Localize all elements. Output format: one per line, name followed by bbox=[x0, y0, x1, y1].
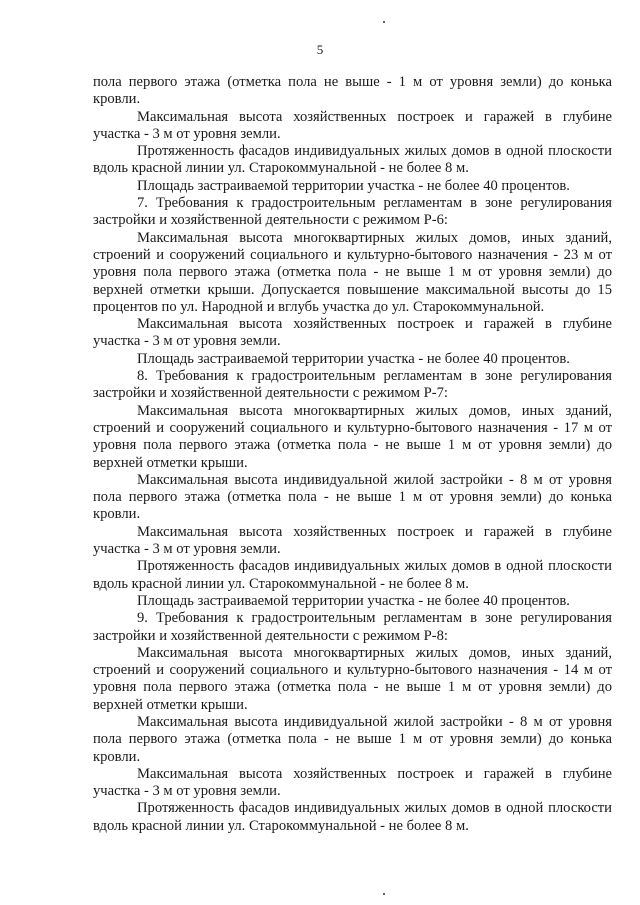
scan-speck bbox=[383, 21, 385, 23]
paragraph: пола первого этажа (отметка пола не выше - 1 м от уровня земли) до конька кровли. bbox=[93, 74, 612, 108]
scan-speck bbox=[383, 893, 385, 895]
paragraph: Максимальная высота хозяйственных построек и гаражей в глубине участка - 3 м от уровня земли. bbox=[93, 523, 612, 558]
section-heading-paragraph: 8. Требования к градостроительным регламентам в зоне регулирования застройки и хозяйственной деятельности с режимом Р-7: bbox=[93, 368, 612, 402]
paragraph: Максимальная высота многоквартирных жилых домов, иных зданий, строений и сооружений социального и культурно-бытового назначения - 14 м от уровня пола первого этажа (отметка пола - не выше 1 м от уровня земли) до верхней отметки крыши. bbox=[93, 644, 612, 713]
paragraph: Площадь застраиваемой территории участка - не более 40 процентов. bbox=[137, 592, 570, 609]
paragraph: Площадь застраиваемой территории участка - не более 40 процентов. bbox=[137, 350, 570, 367]
paragraph: Максимальная высота индивидуальной жилой застройки - 8 м от уровня пола первого этажа (отметка пола - не выше 1 м от уровня земли) до конька кровли. bbox=[93, 471, 612, 523]
paragraph: Площадь застраиваемой территории участка - не более 40 процентов. bbox=[137, 177, 570, 194]
section-heading-paragraph: 9. Требования к градостроительным регламентам в зоне регулирования застройки и хозяйственной деятельности с режимом Р-8: bbox=[93, 610, 612, 644]
document-body bbox=[93, 74, 612, 835]
paragraph: Протяженность фасадов индивидуальных жилых домов в одной плоскости вдоль красной линии ул. Старокоммунальной - не более 8 м. bbox=[93, 800, 612, 834]
paragraph: Максимальная высота хозяйственных построек и гаражей в глубине участка - 3 м от уровня земли. bbox=[93, 765, 612, 800]
paragraph: Максимальная высота многоквартирных жилых домов, иных зданий, строений и сооружений социального и культурно-бытового назначения - 17 м от уровня пола первого этажа (отметка пола - не выше 1 м от уровня земли) до верхней отметки крыши. bbox=[93, 402, 612, 471]
page-number: 5 bbox=[316, 42, 324, 57]
paragraph: Максимальная высота хозяйственных построек и гаражей в глубине участка - 3 м от уровня земли. bbox=[93, 108, 612, 142]
paragraph: Максимальная высота хозяйственных построек и гаражей в глубине участка - 3 м от уровня земли. bbox=[93, 316, 612, 350]
paragraph: Протяженность фасадов индивидуальных жилых домов в одной плоскости вдоль красной линии ул. Старокоммунальной - не более 8 м. bbox=[93, 143, 612, 177]
section-heading-paragraph: 7. Требования к градостроительным регламентам в зоне регулирования застройки и хозяйственной деятельности с режимом Р-6: bbox=[93, 195, 612, 229]
paragraph: Протяженность фасадов индивидуальных жилых домов в одной плоскости вдоль красной линии ул. Старокоммунальной - не более 8 м. bbox=[93, 558, 612, 592]
paragraph: Максимальная высота индивидуальной жилой застройки - 8 м от уровня пола первого этажа (отметка пола - не выше 1 м от уровня земли) до конька кровли. bbox=[93, 713, 612, 765]
paragraph: Максимальная высота многоквартирных жилых домов, иных зданий, строений и сооружений социального и культурно-бытового назначения - 23 м от уровня пола первого этажа (отметка пола - не выше 1 м от уровня земли) до верхней отметки крыши. Допускается повышение максимальной высоты до 15 процентов по ул. Народной и вглубь участка до ул. Старокоммунальной. bbox=[93, 229, 612, 315]
